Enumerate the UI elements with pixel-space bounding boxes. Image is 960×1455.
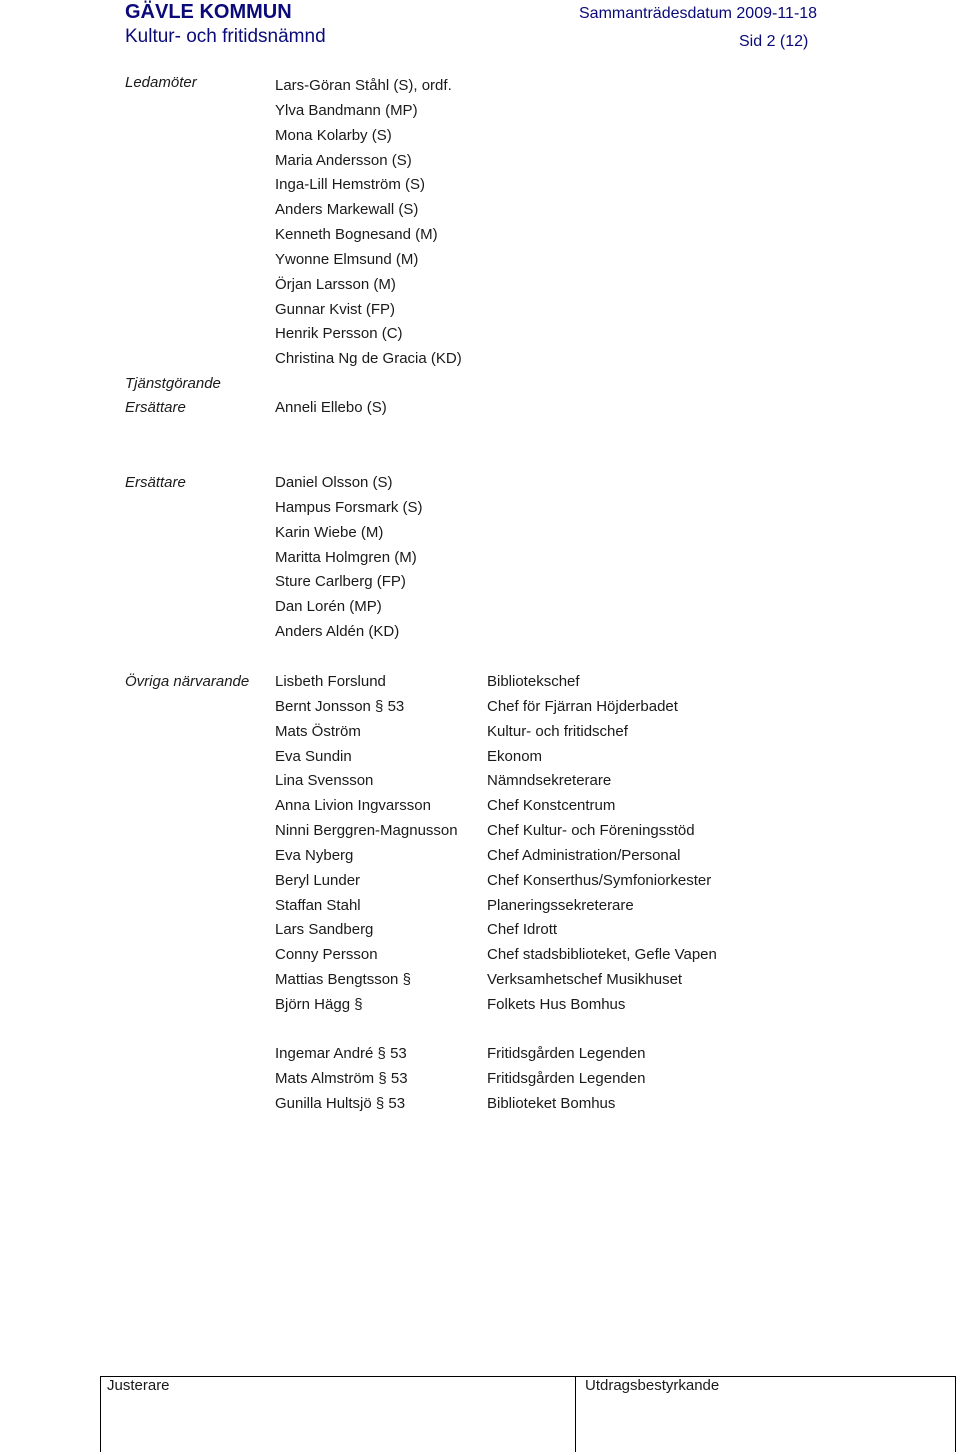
list-item: Gunnar Kvist (FP) xyxy=(275,300,396,318)
adjuster-label: Justerare xyxy=(107,1377,170,1394)
person-role: Chef stadsbiblioteket, Gefle Vapen xyxy=(487,946,717,964)
list-item: Dan Lorén (MP) xyxy=(275,598,382,616)
person-role: Bibliotekschef xyxy=(487,673,580,690)
person-name: Beryl Lunder xyxy=(275,871,361,889)
list-item: Daniel Olsson (S) xyxy=(275,474,393,491)
person-role: Chef Konserthus/Symfoniorkester xyxy=(487,871,712,889)
list-item: Anders Markewall (S) xyxy=(275,201,419,219)
person-role: Nämndsekreterare xyxy=(487,772,612,790)
substitutes-label: Ersättare xyxy=(125,474,186,491)
person-name: Eva Sundin xyxy=(275,747,352,765)
person-role: Kultur- och fritidschef xyxy=(487,722,628,740)
person-role: Fritidsgården Legenden xyxy=(487,1045,646,1062)
list-item: Sture Carlberg (FP) xyxy=(275,573,406,591)
list-item: Ywonne Elmsund (M) xyxy=(275,250,419,268)
others-extra-roles xyxy=(487,1042,645,1117)
person-role: Chef Idrott xyxy=(487,921,558,939)
person-name: Björn Hägg § xyxy=(275,995,363,1013)
person-name: Eva Nyberg xyxy=(275,846,354,864)
list-item: Lars-Göran Ståhl (S), ordf. xyxy=(275,77,452,94)
person-name: Staffan Stahl xyxy=(275,896,361,914)
list-item: Christina Ng de Gracia (KD) xyxy=(275,350,462,368)
list-item: Karin Wiebe (M) xyxy=(275,523,384,541)
person-name: Lars Sandberg xyxy=(275,921,374,939)
list-item: Mona Kolarby (S) xyxy=(275,126,392,144)
list-item: Anders Aldén (KD) xyxy=(275,623,400,641)
footer-left-border xyxy=(100,1376,101,1452)
person-role: Planeringssekreterare xyxy=(487,896,634,914)
list-item: Kenneth Bognesand (M) xyxy=(275,226,438,244)
members-list xyxy=(275,74,462,372)
person-name: Conny Persson xyxy=(275,946,378,964)
person-name: Mats Almström § 53 xyxy=(275,1069,408,1087)
committee-name: Kultur- och fritidsnämnd xyxy=(125,26,326,47)
person-name: Mattias Bengtsson § xyxy=(275,971,411,989)
members-label: Ledamöter xyxy=(125,74,197,91)
extract-certification-label: Utdragsbestyrkande xyxy=(585,1377,720,1394)
serving-label-1: Tjänstgörande xyxy=(125,375,221,392)
others-extra-names xyxy=(275,1042,408,1117)
person-name: Gunilla Hultsjö § 53 xyxy=(275,1094,406,1112)
list-item: Maritta Holmgren (M) xyxy=(275,548,417,566)
serving-label-2: Ersättare xyxy=(125,399,186,416)
person-role: Ekonom xyxy=(487,747,543,765)
list-item: Henrik Persson (C) xyxy=(275,325,403,343)
serving-substitute: Anneli Ellebo (S) xyxy=(275,399,387,416)
person-role: Chef Kultur- och Föreningsstöd xyxy=(487,822,695,840)
page-number: Sid 2 (12) xyxy=(739,33,809,50)
person-role: Chef för Fjärran Höjderbadet xyxy=(487,697,678,715)
person-name: Lisbeth Forslund xyxy=(275,673,386,690)
substitutes-list xyxy=(275,471,423,645)
footer-right-border xyxy=(955,1376,956,1452)
list-item: Inga-Lill Hemström (S) xyxy=(275,176,426,194)
others-roles xyxy=(487,670,717,1018)
person-name: Ingemar André § 53 xyxy=(275,1045,407,1062)
organization-name: GÄVLE KOMMUN xyxy=(125,1,292,23)
others-names xyxy=(275,670,458,1018)
list-item: Ylva Bandmann (MP) xyxy=(275,101,418,119)
person-role: Biblioteket Bomhus xyxy=(487,1094,616,1112)
person-name: Anna Livion Ingvarsson xyxy=(275,797,431,815)
person-name: Lina Svensson xyxy=(275,772,374,790)
footer-divider xyxy=(100,1376,956,1377)
person-name: Bernt Jonsson § 53 xyxy=(275,697,405,715)
footer-middle-border xyxy=(575,1376,576,1452)
meeting-date: Sammanträdesdatum 2009-11-18 xyxy=(579,5,818,22)
person-role: Folkets Hus Bomhus xyxy=(487,995,626,1013)
person-role: Chef Administration/Personal xyxy=(487,846,681,864)
person-name: Ninni Berggren-Magnusson xyxy=(275,822,458,840)
person-role: Fritidsgården Legenden xyxy=(487,1069,646,1087)
person-role: Verksamhetschef Musikhuset xyxy=(487,971,683,989)
person-role: Chef Konstcentrum xyxy=(487,797,616,815)
list-item: Örjan Larsson (M) xyxy=(275,275,396,293)
person-name: Mats Öström xyxy=(275,722,361,740)
others-label: Övriga närvarande xyxy=(125,673,250,690)
list-item: Maria Andersson (S) xyxy=(275,151,412,169)
list-item: Hampus Forsmark (S) xyxy=(275,498,423,516)
